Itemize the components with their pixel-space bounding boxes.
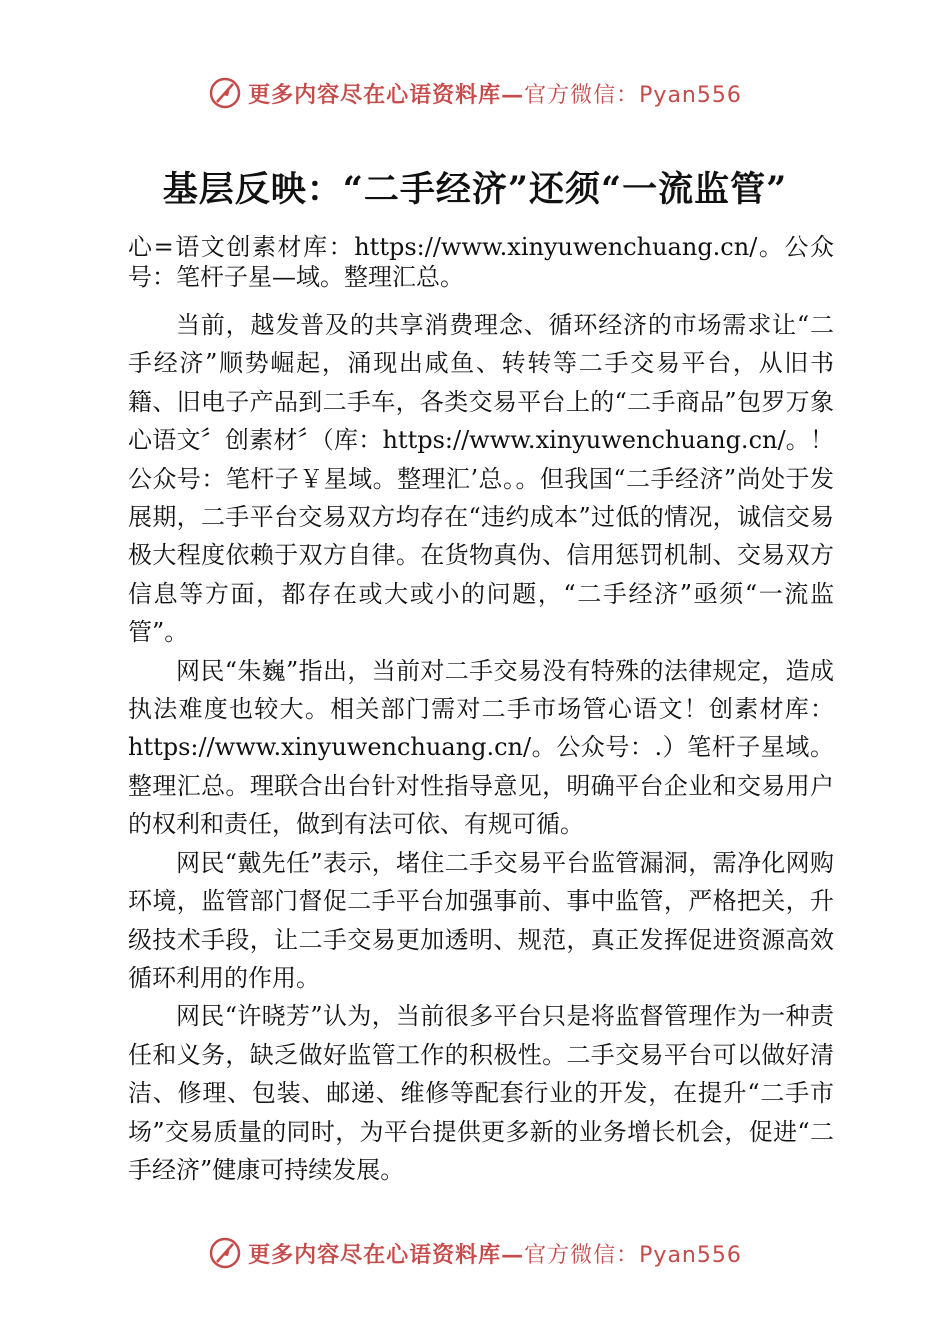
article-body	[128, 232, 834, 1189]
banner-wechat-text: 官方微信：Pyan556	[524, 1242, 742, 1268]
feather-logo-icon	[208, 1236, 242, 1270]
paragraph: 网民“许晓芳”认为，当前很多平台只是将监督管理作为一种责任和义务，缺乏做好监管工作的积极性。二手交易平台可以做好清洁、修理、包装、邮递、维修等配套行业的开发，在提升“二手市场”交易质量的同时，为平台提供更多新的业务增长机会，促进“二手经济”健康可持续发展。	[128, 1002, 834, 1184]
feather-logo-icon	[208, 76, 242, 110]
source-line: 心=语文创素材库：https://www.xinyuwenchuang.cn/。公众号：笔杆子星—域。整理汇总。	[128, 233, 834, 291]
paragraph: 网民“戴先任”表示，堵住二手交易平台监管漏洞，需净化网购环境，监管部门督促二手平台加强事前、事中监管，严格把关，升级技术手段，让二手交易更加透明、规范，真正发挥促进资源高效循环利用的作用。	[128, 848, 834, 992]
paragraph: 网民“朱巍”指出，当前对二手交易没有特殊的法律规定，造成执法难度也较大。相关部门需对二手市场管心语文！创素材库：https://www.xinyuwenchuang.cn/。公众号：.）笔杆子星域。整理汇总。理联合出台针对性指导意见，明确平台企业和交易用户的权利和责任，做到有法可依、有规可循。	[128, 656, 834, 839]
footer-banner	[0, 1233, 950, 1273]
banner-main-text: 更多内容尽在心语资料库—	[248, 81, 525, 108]
paragraph: 当前，越发普及的共享消费理念、循环经济的市场需求让“二手经济”顺势崛起，涌现出咸鱼、转转等二手交易平台，从旧书籍、旧电子产品到二手车，各类交易平台上的“二手商品”包罗万象心语文〞创素材〞（库：https://www.xinyuwenchuang.cn/。！公众号：笔杆子￥星域。整理汇’总。。但我国“二手经济”尚处于发展期，二手平台交易双方均存在“违约成本”过低的情况，诚信交易极大程度依赖于双方自律。在货物真伪、信用惩罚机制、交易双方信息等方面，都存在或大或小的问题，“二手经济”亟须“一流监管”。	[128, 311, 834, 647]
header-banner	[0, 73, 950, 113]
page-title: 基层反映：“二手经济”还须“一流监管”	[162, 169, 788, 210]
banner-wechat-text: 官方微信：Pyan556	[524, 82, 742, 108]
banner-main-text: 更多内容尽在心语资料库—	[248, 1241, 525, 1268]
